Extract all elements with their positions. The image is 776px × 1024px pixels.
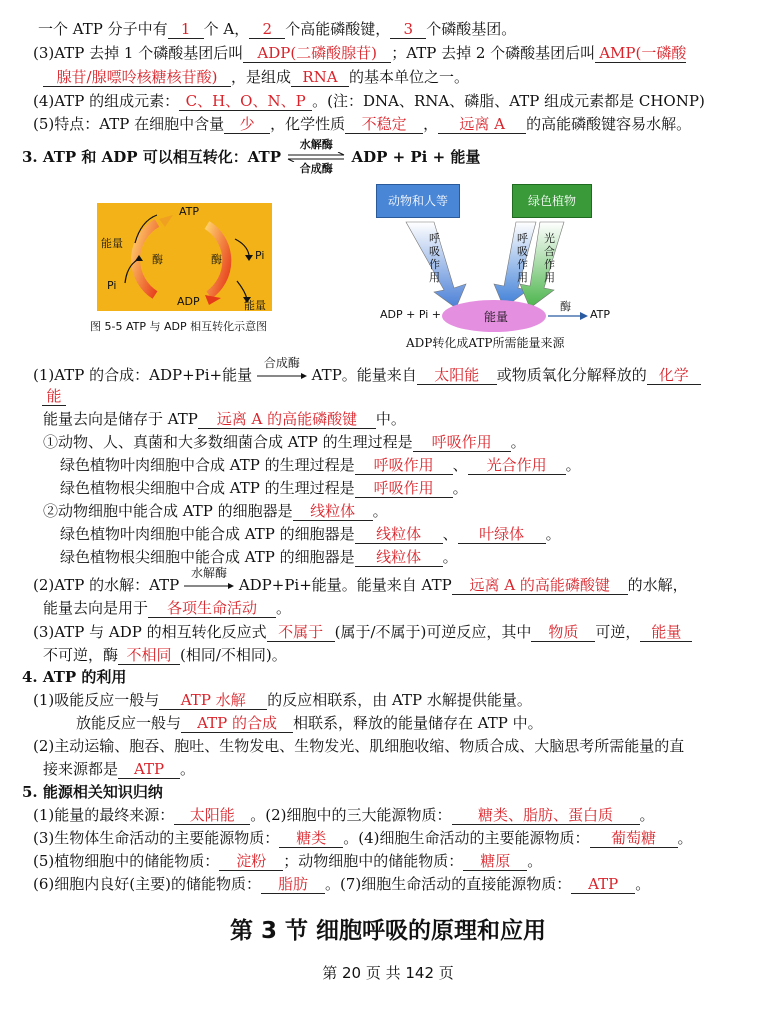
line-atp-hydrolysis: (2)ATP 的水解：ATP 水解酶 ADP+Pi+能量。能量来自 ATP 远离 A 的高能磷酸键 的水解，	[33, 566, 688, 594]
answer-blank: 呼吸作用	[355, 479, 453, 498]
answer-blank: 糖原	[463, 852, 527, 871]
line-enzyme-diff: 不可逆，酶 不相同 (相同/不相同)。	[43, 646, 287, 664]
line-energy-6-7: (6)细胞内良好(主要)的储能物质： 脂肪 。(7)细胞生命活动的直接能源物质： ATP 。	[33, 875, 651, 893]
line-energy-5: (5)植物细胞中的储能物质： 淀粉 ；动物细胞中的储能物质： 糖原 。	[33, 852, 543, 870]
fig1-energy-out-label: 能量	[244, 299, 266, 312]
line-animal-process: ①动物、人、真菌和大多数细菌合成 ATP 的生理过程是 呼吸作用 。	[43, 433, 526, 451]
line-amp-continued: 腺苷/腺嘌呤核糖核苷酸) ，是组成 RNA 的基本单位之一。	[43, 66, 469, 88]
figure-atp-adp-cycle	[97, 203, 272, 311]
fig2-resp1-label: 呼吸作用	[429, 232, 440, 284]
heading-energy-summary: 5. 能源相关知识归纳	[22, 783, 163, 801]
answer-blank: 各项生命活动	[148, 599, 276, 618]
line-energy-use: 能量去向是用于 各项生命活动 。	[43, 599, 292, 617]
page-footer: 第 20 页 共 142 页	[322, 964, 454, 982]
fig1-pi-out-label: Pi	[255, 249, 265, 262]
answer-blank: 2	[249, 20, 285, 39]
answer-blank: ATP	[118, 760, 180, 779]
answer-blank: 3	[390, 20, 426, 39]
answer-blank: 远离 A 的高能磷酸键	[452, 576, 628, 595]
fig2-plant-box: 绿色植物	[512, 184, 592, 218]
answer-blank: RNA	[291, 68, 349, 87]
line-energy-3-4: (3)生物体生命活动的主要能源物质： 糖类 。(4)细胞生命活动的主要能源物质： 葡萄糖 。	[33, 829, 693, 847]
line-reversibility: (3)ATP 与 ADP 的相互转化反应式 不属于 (属于/不属于)可逆反应，其中 物质 可逆， 能量	[33, 621, 692, 643]
hydrolysis-arrow: 水解酶	[184, 576, 234, 596]
answer-blank: 能量	[640, 623, 692, 642]
line-atp-synthesis-cont	[42, 385, 66, 407]
synthesis-arrow: 合成酶	[257, 366, 307, 386]
line-endergonic: (1)吸能反应一般与 ATP 水解 的反应相联系，由 ATP 水解提供能量。	[33, 691, 532, 709]
answer-blank: 呼吸作用	[355, 456, 453, 475]
line-atp-structure: 一个 ATP 分子中有 1 个 A， 2 个高能磷酸键， 3 个磷酸基团。	[38, 20, 517, 38]
answer-blank: 脂肪	[261, 875, 325, 894]
answer-blank: 线粒体	[355, 548, 443, 567]
answer-blank: 葡萄糖	[590, 829, 678, 848]
line-root-organelle: 绿色植物根尖细胞中能合成 ATP 的细胞器是 线粒体 。	[60, 548, 458, 566]
right-arrow-icon	[257, 372, 307, 380]
reversible-arrow: 水解酶 合成酶	[286, 147, 346, 169]
answer-blank: ADP(二磷酸腺苷)	[243, 44, 391, 63]
answer-blank: 化学	[647, 366, 701, 385]
answer-blank: ATP 的合成	[181, 714, 293, 733]
line-leaf-process: 绿色植物叶肉细胞中合成 ATP 的生理过程是 呼吸作用 、 光合作用 。	[60, 456, 581, 474]
fig1-pi-in-label: Pi	[107, 279, 117, 292]
answer-blank: 能	[42, 387, 66, 406]
line-direct-source: (2)主动运输、胞吞、胞吐、生物发电、生物发光、肌细胞收缩、物质合成、大脑思考所需能量的直	[33, 737, 685, 755]
line-animal-organelle: ②动物细胞中能合成 ATP 的细胞器是 线粒体 。	[43, 502, 388, 520]
answer-blank: 线粒体	[355, 525, 443, 544]
heading-atp-use: 4. ATP 的利用	[22, 668, 127, 686]
answer-blank: ATP 水解	[159, 691, 267, 710]
answer-blank: 糖类、脂肪、蛋白质	[452, 806, 640, 825]
fig2-animal-box: 动物和人等	[376, 184, 460, 218]
fig2-energy-label: 能量	[484, 310, 509, 324]
answer-blank: ATP	[571, 875, 635, 894]
right-arrow-icon	[184, 582, 234, 590]
line-atp-synthesis: (1)ATP 的合成：ADP+Pi+能量 合成酶 ATP。能量来自 太阳能 或物质氧化分解释放的 化学	[33, 364, 701, 386]
line-atp-remove-phosphate: (3)ATP 去掉 1 个磷酸基团后叫 ADP(二磷酸腺苷) ；ATP 去掉 2 个磷酸基团后叫 AMP(一磷酸	[33, 44, 687, 62]
fig1-atp-label: ATP	[179, 205, 200, 218]
fig2-enzyme-label: 酶	[560, 300, 571, 313]
answer-blank: 远离 A	[438, 115, 526, 134]
fig2-left-label: ADP + Pi +	[380, 308, 441, 321]
line-atp-elements: (4)ATP 的组成元素： C、H、O、N、P 。(注：DNA、RNA、磷脂、ATP 组成元素都是 CHONP)	[33, 92, 705, 110]
figure-energy-sources	[376, 180, 616, 350]
answer-blank: 不属于	[267, 623, 335, 642]
heading-atp-adp-conversion: 3. ATP 和 ADP 可以相互转化：ATP 水解酶 合成酶 ADP + Pi + 能量	[22, 138, 481, 175]
line-direct-source-cont: 接来源都是 ATP 。	[43, 760, 196, 778]
answer-blank: 1	[168, 20, 204, 39]
answer-blank: 不稳定	[345, 115, 423, 134]
answer-blank: 光合作用	[468, 456, 566, 475]
answer-blank: 不相同	[118, 646, 180, 665]
answer-blank: 线粒体	[293, 502, 373, 521]
answer-blank: AMP(一磷酸	[595, 44, 686, 63]
line-exergonic: 放能反应一般与 ATP 的合成 相联系，释放的能量储存在 ATP 中。	[76, 714, 543, 732]
answer-blank: 远离 A 的高能磷酸键	[198, 410, 376, 429]
fig2-right-label: ATP	[590, 308, 611, 321]
line-energy-1-2: (1)能量的最终来源： 太阳能 。(2)细胞中的三大能源物质： 糖类、脂肪、蛋白质 。	[33, 806, 655, 824]
fig2-photo-label: 光合作用	[544, 232, 555, 284]
answer-blank: 太阳能	[174, 806, 250, 825]
answer-blank: 太阳能	[417, 366, 497, 385]
line-leaf-organelle: 绿色植物叶肉细胞中能合成 ATP 的细胞器是 线粒体 、 叶绿体 。	[60, 525, 561, 543]
answer-blank: 叶绿体	[458, 525, 546, 544]
section-title: 第 3 节 细胞呼吸的原理和应用	[229, 918, 547, 944]
line-energy-storage: 能量去向是储存于 ATP 远离 A 的高能磷酸键 中。	[43, 410, 406, 428]
fig1-caption: 图 5-5 ATP 与 ADP 相互转化示意图	[90, 320, 268, 333]
fig1-enzyme2-label: 酶	[211, 253, 222, 266]
answer-blank: C、H、O、N、P	[179, 92, 312, 111]
line-atp-features: (5)特点：ATP 在细胞中含量 少 ，化学性质 不稳定 ， 远离 A 的高能磷酸键容易水解。	[33, 115, 692, 133]
answer-blank: 物质	[531, 623, 595, 642]
answer-blank: 少	[224, 115, 270, 134]
fig1-energy-in-label: 能量	[101, 237, 123, 250]
answer-blank: 糖类	[279, 829, 343, 848]
fig2-caption: ADP转化成ATP所需能量来源	[406, 336, 565, 350]
fig1-enzyme1-label: 酶	[152, 253, 163, 266]
fig2-resp2-label: 呼吸作用	[517, 232, 528, 284]
fig1-adp-label: ADP	[177, 295, 200, 308]
line-root-process: 绿色植物根尖细胞中合成 ATP 的生理过程是 呼吸作用 。	[60, 479, 468, 497]
answer-blank: 呼吸作用	[413, 433, 511, 452]
answer-blank: 腺苷/腺嘌呤核糖核苷酸)	[43, 68, 231, 87]
answer-blank: 淀粉	[219, 852, 283, 871]
double-arrow-icon	[286, 152, 346, 162]
